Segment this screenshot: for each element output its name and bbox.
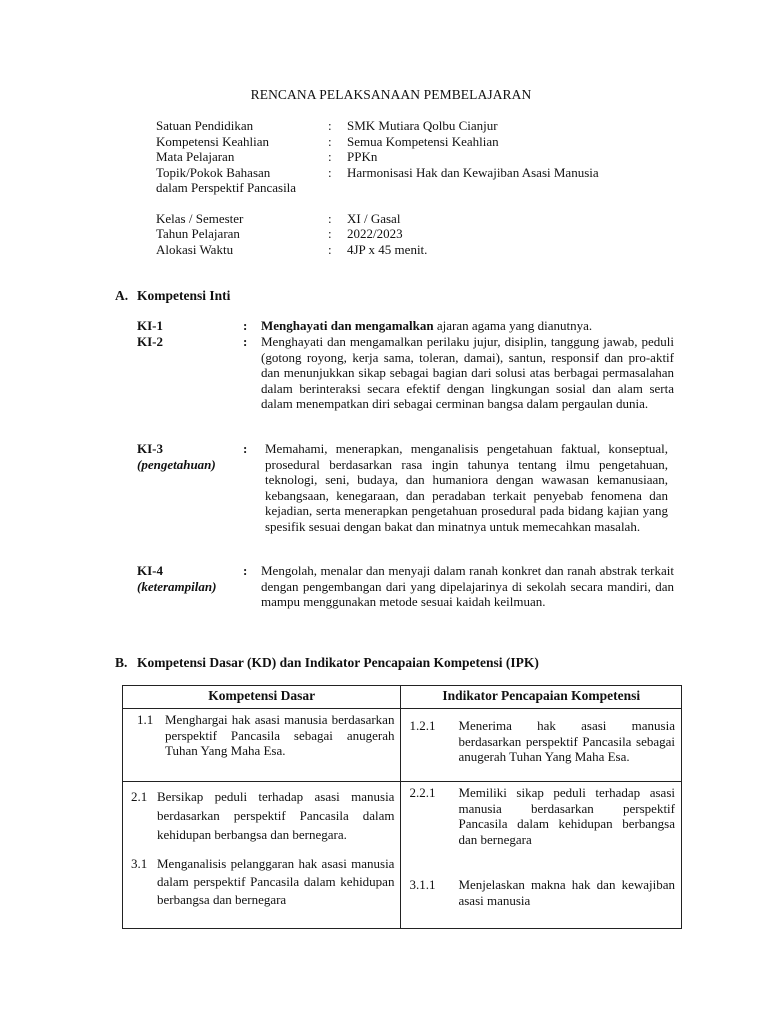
- ki-description: Memahami, menerapkan, menganalisis pengetahuan faktual, konseptual, prosedural berdasarkan rasa ingin tahunya tentang ilmu pengetahuan, teknologi, seni, budaya, dan humaniora dengan wawasan kemanusiaan, kebangsaan, kenegaraan, dan peradaban terkait penyebab fenomena dan kejadian, serta menerapkan pengetahuan prosedural pada bidang kajian yang spesifik sesuai dengan bakat dan minatnya untuk memecahkan masalah.: [265, 441, 668, 534]
- info-value: 2022/2023: [347, 226, 403, 241]
- table-row: [123, 709, 682, 782]
- info-label: Satuan Pendidikan: [156, 118, 254, 133]
- ki-name: KI-2: [137, 334, 163, 349]
- kd-item: [123, 709, 400, 759]
- section-a-heading: [115, 288, 230, 304]
- ki-1-row: [137, 318, 674, 334]
- table-header-kd: Kompetensi Dasar: [123, 686, 401, 709]
- info-label: Tahun Pelajaran: [156, 226, 240, 241]
- ki-colon: :: [243, 441, 248, 456]
- table-row: [123, 782, 682, 929]
- ki-subtitle: (keterampilan): [137, 578, 217, 594]
- info-row: [156, 226, 676, 242]
- ipk-item: [401, 782, 681, 847]
- info-label: Alokasi Waktu: [156, 241, 234, 257]
- info-row: [156, 149, 676, 165]
- kd-number: 3.1: [131, 856, 148, 871]
- info-value: SMK Mutiara Qolbu Cianjur: [347, 118, 498, 133]
- section-title: Kompetensi Dasar (KD) dan Indikator Pencapaian Kompetensi (IPK): [137, 655, 539, 670]
- info-row: [156, 242, 676, 258]
- info-colon: :: [328, 210, 332, 226]
- section-b-heading: [115, 655, 539, 671]
- ipk-number: 1.2.1: [409, 718, 436, 733]
- info-label: Kompetensi Keahlian: [156, 133, 269, 149]
- info-row: [156, 211, 676, 227]
- info-row: [156, 134, 676, 150]
- info-label: dalam Perspektif Pancasila: [156, 180, 297, 195]
- ki-name: KI-1: [137, 318, 163, 333]
- ki-description: Mengolah, menalar dan menyaji dalam ranah konkret dan ranah abstrak terkait dengan pengembangan dari yang dipelajarinya di sekolah secara mandiri, dan mampu menggunakan metode sesuai kaidah keilmuan.: [261, 563, 674, 609]
- table-header-ipk: Indikator Pencapaian Kompetensi: [401, 686, 682, 709]
- ki-description: Menghayati dan mengamalkan ajaran agama yang dianutnya.: [261, 318, 593, 333]
- ki-name: KI-4 (keterampilan): [137, 563, 217, 594]
- section-title: Kompetensi Inti: [137, 288, 231, 303]
- ki-subtitle: (pengetahuan): [137, 456, 216, 472]
- kd-number: 2.1: [131, 789, 148, 804]
- info-value: PPKn: [347, 149, 378, 164]
- section-letter: B.: [115, 655, 128, 670]
- ipk-text: Memiliki sikap peduli terhadap asasi manusia berdasarkan perspektif Pancasila dalam kehidupan berbangsa dan bernegara: [458, 785, 675, 847]
- info-value: Harmonisasi Hak dan Kewajiban Asasi Manusia: [347, 164, 599, 180]
- page-title: RENCANA PELAKSANAAN PEMBELAJARAN: [250, 87, 532, 102]
- info-value: XI / Gasal: [347, 210, 401, 226]
- info-value: Semua Kompetensi Keahlian: [347, 133, 499, 149]
- info-label: Kelas / Semester: [156, 210, 244, 226]
- ipk-cell: [401, 709, 682, 782]
- info-block: [156, 118, 676, 257]
- ki-colon: :: [243, 318, 248, 333]
- kd-number: 1.1: [137, 712, 154, 727]
- ipk-number: 3.1.1: [409, 877, 436, 892]
- ki-2-row: [137, 334, 674, 412]
- ki-4-row: [137, 563, 674, 610]
- ki-colon: :: [243, 334, 248, 349]
- ki-description: Menghayati dan mengamalkan perilaku jujur, disiplin, tanggung jawab, peduli (gotong royong, kerja sama, toleran, damai), santun, responsif dan pro-aktif dan menunjukkan sikap sebagai bagian dari solusi atas berbagai permasalahan dalam berinteraksi secara efektif dengan lingkungan sosial dan alam serta dalam menempatkan diri sebagai cerminan bangsa dalam pergaulan dunia.: [261, 334, 674, 411]
- info-row: [156, 180, 676, 196]
- kd-cell: [123, 782, 401, 929]
- ipk-cell: [401, 782, 682, 929]
- info-colon: :: [328, 164, 332, 180]
- kd-text: Bersikap peduli terhadap asasi manusia berdasarkan perspektif Pancasila dalam kehidupan berbangsa dan bernegara.: [157, 789, 395, 842]
- info-label: Topik/Pokok Bahasan: [156, 164, 271, 180]
- ipk-text: Menjelaskan makna hak dan kewajiban asasi manusia: [458, 877, 675, 908]
- kd-text: Menghargai hak asasi manusia berdasarkan perspektif Pancasila sebagai anugerah Tuhan Yang Maha Esa.: [165, 712, 395, 758]
- info-row: [156, 118, 676, 134]
- ipk-item: [401, 847, 681, 908]
- ki-3-row: [137, 441, 674, 534]
- kd-cell: [123, 709, 401, 782]
- kd-text: Menganalisis pelanggaran hak asasi manusia dalam perspektif Pancasila dalam kehidupan berbangsa dan bernegara: [157, 856, 395, 907]
- info-value: [347, 180, 676, 196]
- ki-name: KI-3 (pengetahuan): [137, 441, 216, 472]
- ki-colon: :: [243, 563, 248, 578]
- section-letter: A.: [115, 288, 129, 303]
- info-colon: :: [328, 226, 332, 241]
- ipk-item: [401, 709, 681, 765]
- info-value: 4JP x 45 menit.: [347, 241, 428, 257]
- info-label: Mata Pelajaran: [156, 149, 235, 164]
- ipk-text: Menerima hak asasi manusia berdasarkan perspektif Pancasila sebagai anugerah Tuhan Yang Maha Esa.: [458, 718, 675, 764]
- info-row: [156, 165, 676, 181]
- kd-item: [123, 844, 400, 909]
- info-colon: :: [328, 149, 332, 164]
- info-colon: :: [328, 241, 332, 257]
- kd-item: [123, 782, 400, 844]
- kd-ipk-table: [122, 685, 682, 929]
- ipk-number: 2.2.1: [409, 785, 436, 800]
- table-header-row: [123, 686, 682, 709]
- info-colon: :: [328, 118, 332, 133]
- info-colon: :: [328, 133, 332, 149]
